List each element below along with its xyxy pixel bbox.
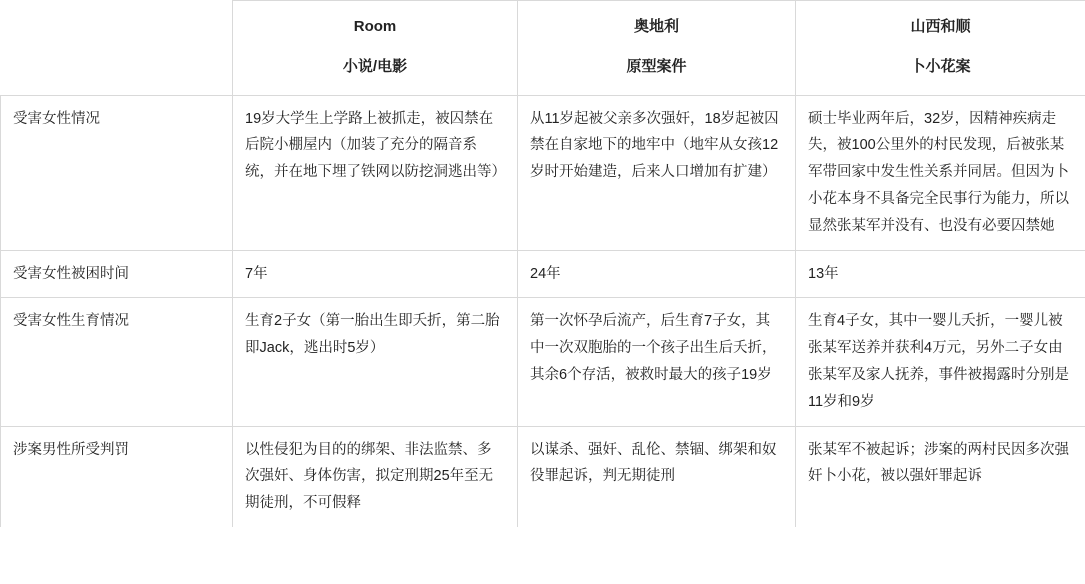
table-row: [1, 95, 1085, 250]
table-row: [1, 298, 1085, 426]
column-header-room: [233, 1, 518, 96]
column-header-room-sub: 小说/电影: [342, 57, 408, 75]
row-label-punishment: 涉案男性所受判罚: [1, 426, 233, 527]
column-header-austria-sub: 原型案件: [626, 57, 687, 75]
cell-captivity-duration-austria: 24年: [518, 250, 796, 298]
table-row: [1, 426, 1085, 527]
cell-punishment-room: 以性侵犯为目的的绑架、非法监禁、多次强奸、身体伤害，拟定刑期25年至无期徒刑，不可假释: [233, 426, 518, 527]
column-header-room-main: Room: [353, 18, 397, 35]
row-label-captivity-duration: 受害女性被困时间: [1, 250, 233, 298]
column-header-shanxi-sub: 卜小花案: [910, 57, 971, 75]
cell-victim-situation-room: 19岁大学生上学路上被抓走，被囚禁在后院小棚屋内（加装了充分的隔音系统，并在地下埋了铁网以防挖洞逃出等）: [233, 95, 518, 250]
column-header-austria: [518, 1, 796, 96]
column-header-shanxi: [796, 1, 1085, 96]
row-label-childbirth: 受害女性生育情况: [1, 298, 233, 426]
cell-punishment-austria: 以谋杀、强奸、乱伦、禁锢、绑架和奴役罪起诉，判无期徒刑: [518, 426, 796, 527]
cell-punishment-shanxi: 张某军不被起诉；涉案的两村民因多次强奸卜小花，被以强奸罪起诉: [796, 426, 1085, 527]
cell-victim-situation-shanxi: 硕士毕业两年后，32岁，因精神疾病走失，被100公里外的村民发现，后被张某军带回家中发生性关系并同居。但因为卜小花本身不具备完全民事行为能力，所以显然张某军并没有、也没有必要囚禁她: [796, 95, 1085, 250]
cell-childbirth-austria: 第一次怀孕后流产，后生育7子女，其中一次双胞胎的一个孩子出生后夭折，其余6个存活，被救时最大的孩子19岁: [518, 298, 796, 426]
row-label-victim-situation: 受害女性情况: [1, 95, 233, 250]
cell-captivity-duration-room: 7年: [233, 250, 518, 298]
cell-childbirth-room: 生育2子女（第一胎出生即夭折，第二胎即Jack，逃出时5岁）: [233, 298, 518, 426]
cell-childbirth-shanxi: 生育4子女，其中一婴儿夭折，一婴儿被张某军送养并获利4万元，另外二子女由张某军及家人抚养，事件被揭露时分别是11岁和9岁: [796, 298, 1085, 426]
table-row: [1, 250, 1085, 298]
table-corner-cell: [1, 1, 233, 96]
cell-captivity-duration-shanxi: 13年: [796, 250, 1085, 298]
cell-victim-situation-austria: 从11岁起被父亲多次强奸，18岁起被囚禁在自家地下的地牢中（地牢从女孩12岁时开始建造，后来人口增加有扩建）: [518, 95, 796, 250]
column-header-austria-main: 奥地利: [633, 18, 679, 35]
table-header-row: [1, 1, 1085, 96]
column-header-shanxi-main: 山西和顺: [910, 18, 971, 35]
